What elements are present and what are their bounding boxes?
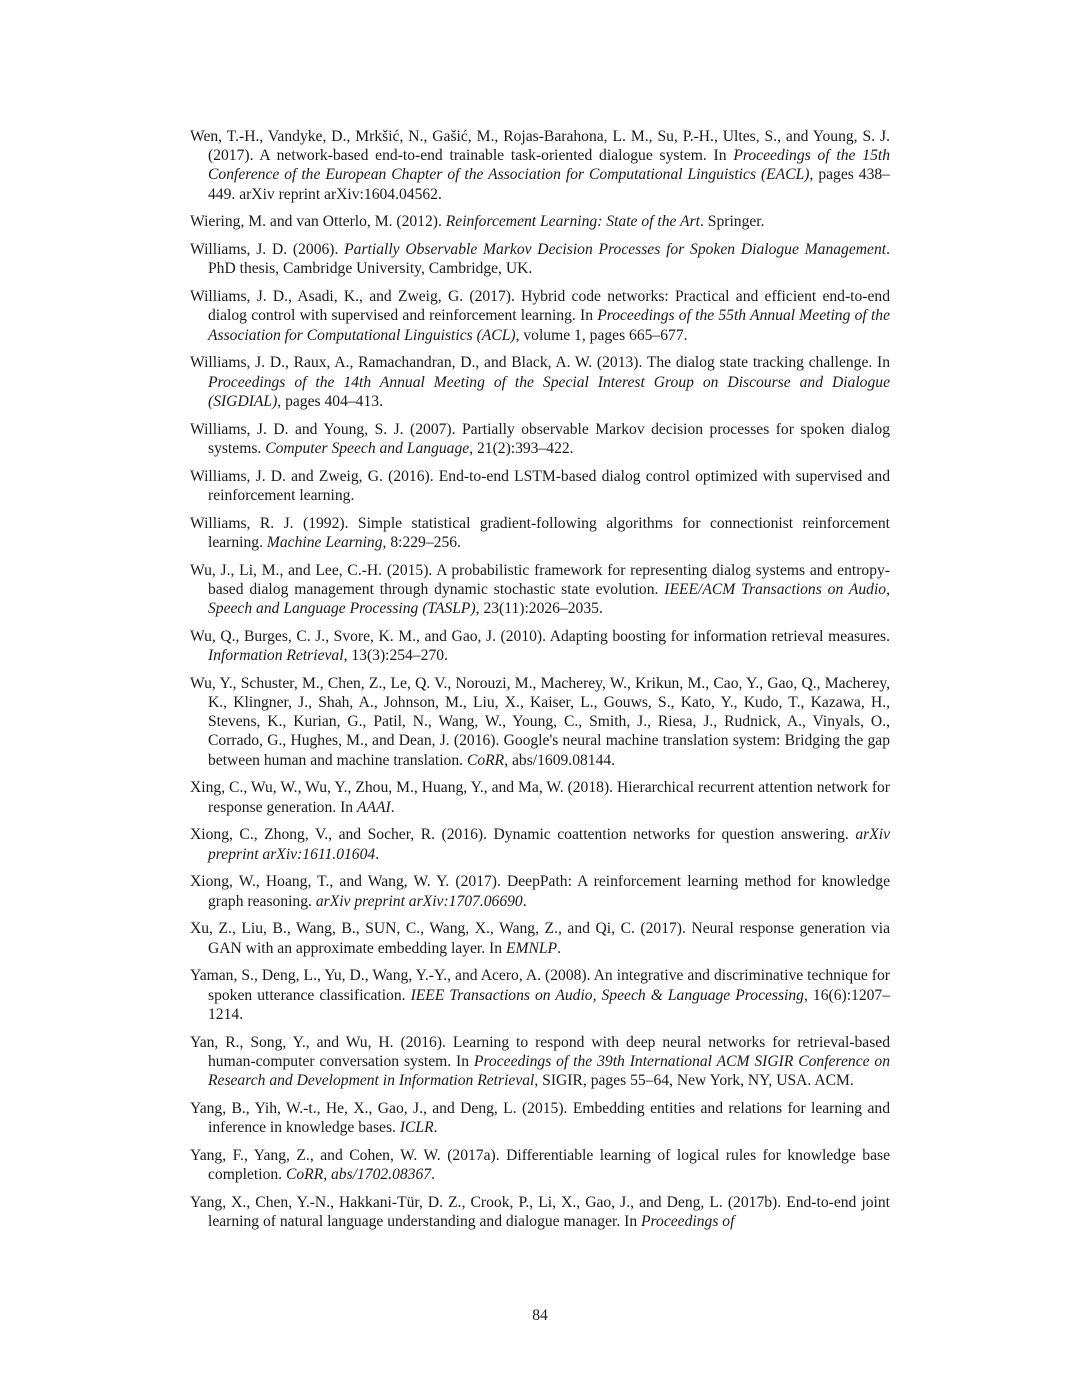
reference-entry: Xiong, C., Zhong, V., and Socher, R. (2016). Dynamic coattention networks for question answering. arXiv preprint arXiv:1611.01604. — [190, 826, 890, 863]
reference-entry: Wu, J., Li, M., and Lee, C.-H. (2015). A probabilistic framework for representing dialog systems and entropy-based dialog management through dynamic stochastic state evolution. IEEE/ACM Transactions on Audio, Speech and Language Processing (TASLP), 23(11):2026–2035. — [190, 561, 890, 618]
reference-entry: Yan, R., Song, Y., and Wu, H. (2016). Learning to respond with deep neural networks for retrieval-based human-computer conversation system. In Proceedings of the 39th International ACM SIGIR Conference on Research and Development in Information Retrieval, SIGIR, pages 55–64, New York, NY, USA. ACM. — [190, 1033, 891, 1090]
reference-entry: Wiering, M. and van Otterlo, M. (2012). Reinforcement Learning: State of the Art. Springer. — [190, 213, 765, 231]
reference-entry: Wu, Q., Burges, C. J., Svore, K. M., and Gao, J. (2010). Adapting boosting for information retrieval measures. Information Retrieval, 13(3):254–270. — [190, 627, 890, 665]
reference-entry: Wen, T.-H., Vandyke, D., Mrkšić, N., Gašić, M., Rojas-Barahona, L. M., Su, P.-H., Ultes, S., and Young, S. J. (2017). A network-based end-to-end trainable task-oriented dialogue system. In Proceedings of the 15th Conference of the European Chapter of the Association for Computational Linguistics (EACL), pages 438–449. arXiv reprint arXiv:1604.04562. — [190, 128, 890, 203]
reference-list — [190, 127, 890, 1240]
reference-entry: Yaman, S., Deng, L., Yu, D., Wang, Y.-Y., and Acero, A. (2008). An integrative and discriminative technique for spoken utterance classification. IEEE Transactions on Audio, Speech & Language Processing, 16(6):1207–1214. — [190, 967, 891, 1023]
reference-entry: Yang, B., Yih, W.-t., He, X., Gao, J., and Deng, L. (2015). Embedding entities and relations for learning and inference in knowledge bases. ICLR. — [190, 1099, 890, 1137]
reference-entry: Williams, J. D. (2006). Partially Observable Markov Decision Processes for Spoken Dialogue Management. PhD thesis, Cambridge University, Cambridge, UK. — [190, 241, 890, 278]
reference-entry: Wu, Y., Schuster, M., Chen, Z., Le, Q. V., Norouzi, M., Macherey, W., Krikun, M., Cao, Y., Gao, Q., Macherey, K., Klingner, J., Shah, A., Johnson, M., Liu, X., Kaiser, L., Gouws, S., Kato, Y., Kudo, T., Kazawa, H., Stevens, K., Kurian, G., Patil, N., Wang, W., Young, C., Smith, J., Riesa, J., Rudnick, A., Vinyals, O., Corrado, G., Hughes, M., and Dean, J. (2016). Google's neural machine translation system: Bridging the gap between human and machine translation. CoRR, abs/1609.08144. — [190, 674, 890, 769]
reference-entry: Xu, Z., Liu, B., Wang, B., SUN, C., Wang, X., Wang, Z., and Qi, C. (2017). Neural response generation via GAN with an approximate embedding layer. In EMNLP. — [190, 920, 890, 957]
reference-entry: Williams, J. D., Raux, A., Ramachandran, D., and Black, A. W. (2013). The dialog state tracking challenge. In Proceedings of the 14th Annual Meeting of the Special Interest Group on Discourse and Dialogue (SIGDIAL), pages 404–413. — [190, 354, 890, 410]
reference-entry: Williams, R. J. (1992). Simple statistical gradient-following algorithms for connectionist reinforcement learning. Machine Learning, 8:229–256. — [190, 514, 890, 551]
reference-entry: Williams, J. D. and Zweig, G. (2016). End-to-end LSTM-based dialog control optimized with supervised and reinforcement learning. — [190, 467, 890, 504]
reference-entry: Xing, C., Wu, W., Wu, Y., Zhou, M., Huang, Y., and Ma, W. (2018). Hierarchical recurrent attention network for response generation. In AAAI. — [190, 779, 890, 816]
reference-entry: Xiong, W., Hoang, T., and Wang, W. Y. (2017). DeepPath: A reinforcement learning method for knowledge graph reasoning. arXiv preprint arXiv:1707.06690. — [190, 873, 890, 910]
reference-entry: Yang, F., Yang, Z., and Cohen, W. W. (2017a). Differentiable learning of logical rules for knowledge base completion. CoRR, abs/1702.08367. — [190, 1146, 890, 1184]
page-number: 84 — [532, 1307, 548, 1324]
reference-entry: Yang, X., Chen, Y.-N., Hakkani-Tür, D. Z., Crook, P., Li, X., Gao, J., and Deng, L. (2017b). End-to-end joint learning of natural language understanding and dialogue manager. In Proceedings of — [190, 1193, 890, 1231]
reference-entry: Williams, J. D. and Young, S. J. (2007). Partially observable Markov decision processes for spoken dialog systems. Computer Speech and Language, 21(2):393–422. — [190, 420, 890, 457]
reference-entry: Williams, J. D., Asadi, K., and Zweig, G. (2017). Hybrid code networks: Practical and efficient end-to-end dialog control with supervised and reinforcement learning. In Proceedings of the 55th Annual Meeting of the Association for Computational Linguistics (ACL), volume 1, pages 665–677. — [190, 288, 890, 344]
